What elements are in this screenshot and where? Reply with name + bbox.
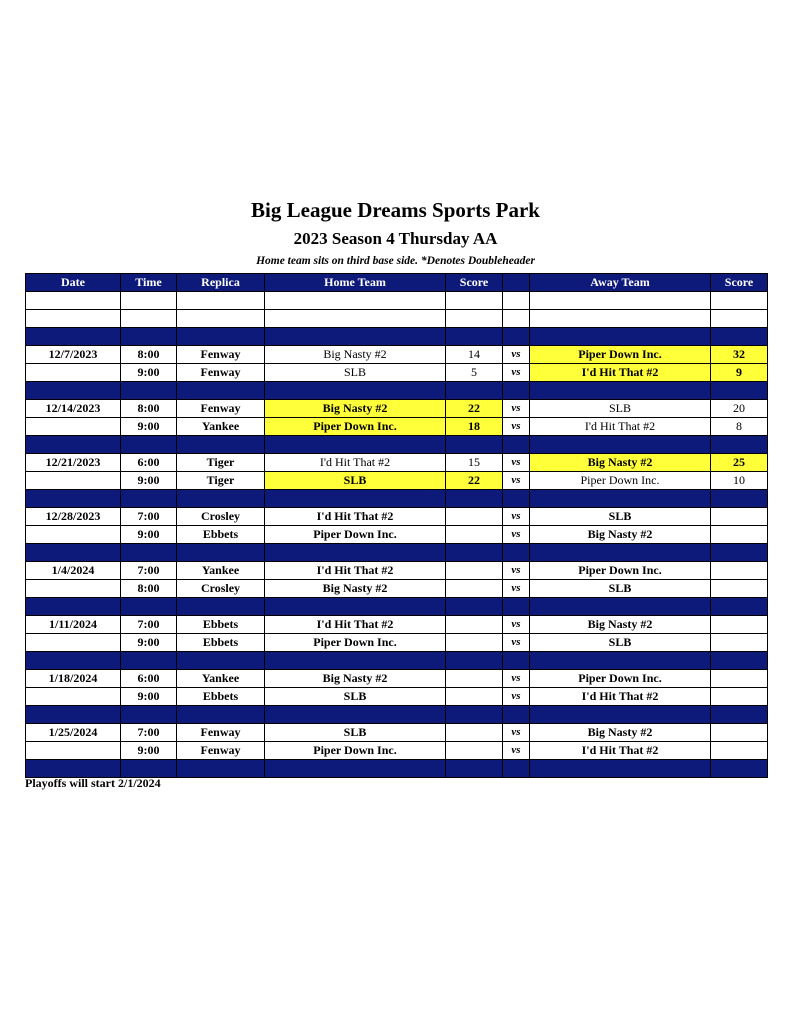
separator-cell bbox=[121, 760, 177, 778]
away-team-cell: Piper Down Inc. bbox=[530, 670, 711, 688]
separator-cell bbox=[530, 544, 711, 562]
replica-cell: Fenway bbox=[177, 400, 265, 418]
separator-cell bbox=[26, 706, 121, 724]
separator-cell bbox=[503, 436, 530, 454]
time-cell: 7:00 bbox=[121, 616, 177, 634]
vs-cell: vs bbox=[503, 634, 530, 652]
blank-row bbox=[26, 310, 768, 328]
time-cell: 8:00 bbox=[121, 400, 177, 418]
game-row bbox=[26, 670, 768, 688]
separator-cell bbox=[121, 490, 177, 508]
time-cell: 9:00 bbox=[121, 634, 177, 652]
separator-cell bbox=[177, 652, 265, 670]
separator-cell bbox=[530, 328, 711, 346]
time-cell: 8:00 bbox=[121, 580, 177, 598]
away-score-cell: 32 bbox=[711, 346, 768, 364]
away-score-cell bbox=[711, 616, 768, 634]
separator-cell bbox=[446, 652, 503, 670]
schedule-table bbox=[25, 273, 768, 778]
separator-cell bbox=[503, 598, 530, 616]
separator-cell bbox=[177, 490, 265, 508]
separator-cell bbox=[503, 544, 530, 562]
date-cell: 12/7/2023 bbox=[26, 346, 121, 364]
time-cell: 8:00 bbox=[121, 346, 177, 364]
away-score-cell: 20 bbox=[711, 400, 768, 418]
separator-cell bbox=[711, 598, 768, 616]
away-team-cell: Big Nasty #2 bbox=[530, 616, 711, 634]
game-row bbox=[26, 400, 768, 418]
date-cell: 1/11/2024 bbox=[26, 616, 121, 634]
separator-cell bbox=[711, 490, 768, 508]
away-team-cell: I'd Hit That #2 bbox=[530, 742, 711, 760]
game-row bbox=[26, 616, 768, 634]
away-score-cell: 9 bbox=[711, 364, 768, 382]
time-cell: 9:00 bbox=[121, 742, 177, 760]
separator-cell bbox=[446, 328, 503, 346]
vs-cell: vs bbox=[503, 742, 530, 760]
time-cell: 9:00 bbox=[121, 472, 177, 490]
home-score-cell: 5 bbox=[446, 364, 503, 382]
game-row bbox=[26, 526, 768, 544]
home-score-cell bbox=[446, 508, 503, 526]
time-cell: 9:00 bbox=[121, 526, 177, 544]
away-team-cell: I'd Hit That #2 bbox=[530, 418, 711, 436]
home-score-cell: 14 bbox=[446, 346, 503, 364]
week-separator bbox=[26, 652, 768, 670]
separator-cell bbox=[711, 706, 768, 724]
away-score-cell bbox=[711, 688, 768, 706]
separator-cell bbox=[26, 490, 121, 508]
away-team-cell: SLB bbox=[530, 508, 711, 526]
away-score-cell: 10 bbox=[711, 472, 768, 490]
game-row bbox=[26, 508, 768, 526]
away-score-cell bbox=[711, 670, 768, 688]
time-cell: 9:00 bbox=[121, 688, 177, 706]
separator-cell bbox=[265, 544, 446, 562]
date-cell bbox=[26, 580, 121, 598]
date-cell bbox=[26, 634, 121, 652]
playoffs-note: Playoffs will start 2/1/2024 bbox=[25, 776, 161, 790]
away-score-cell bbox=[711, 562, 768, 580]
separator-cell bbox=[711, 436, 768, 454]
separator-cell bbox=[177, 328, 265, 346]
game-row bbox=[26, 724, 768, 742]
vs-cell: vs bbox=[503, 346, 530, 364]
replica-cell: Yankee bbox=[177, 562, 265, 580]
replica-cell: Ebbets bbox=[177, 526, 265, 544]
separator-cell bbox=[121, 328, 177, 346]
separator-cell bbox=[265, 706, 446, 724]
away-score-cell bbox=[711, 580, 768, 598]
vs-cell: vs bbox=[503, 364, 530, 382]
separator-cell bbox=[446, 598, 503, 616]
away-score-cell: 8 bbox=[711, 418, 768, 436]
game-row bbox=[26, 472, 768, 490]
separator-cell bbox=[446, 382, 503, 400]
home-team-cell: SLB bbox=[265, 688, 446, 706]
date-cell bbox=[26, 364, 121, 382]
separator-cell bbox=[265, 328, 446, 346]
away-score-cell bbox=[711, 634, 768, 652]
week-separator bbox=[26, 436, 768, 454]
replica-cell: Tiger bbox=[177, 472, 265, 490]
home-team-cell: SLB bbox=[265, 472, 446, 490]
time-cell: 7:00 bbox=[121, 724, 177, 742]
page-title: Big League Dreams Sports Park bbox=[251, 198, 540, 222]
separator-cell bbox=[503, 382, 530, 400]
separator-cell bbox=[711, 544, 768, 562]
col-header-away-team: Away Team bbox=[530, 274, 711, 292]
replica-cell: Fenway bbox=[177, 724, 265, 742]
separator-cell bbox=[26, 598, 121, 616]
col-header-vs bbox=[503, 274, 530, 292]
vs-cell: vs bbox=[503, 418, 530, 436]
game-row bbox=[26, 454, 768, 472]
separator-cell bbox=[503, 490, 530, 508]
home-score-cell bbox=[446, 670, 503, 688]
home-score-cell bbox=[446, 742, 503, 760]
vs-cell: vs bbox=[503, 454, 530, 472]
separator-cell bbox=[26, 436, 121, 454]
separator-cell bbox=[530, 382, 711, 400]
home-team-cell: I'd Hit That #2 bbox=[265, 454, 446, 472]
home-team-cell: Piper Down Inc. bbox=[265, 634, 446, 652]
home-score-cell: 22 bbox=[446, 472, 503, 490]
game-row bbox=[26, 742, 768, 760]
vs-cell: vs bbox=[503, 562, 530, 580]
schedule-body bbox=[26, 292, 768, 778]
away-team-cell: Big Nasty #2 bbox=[530, 454, 711, 472]
game-row bbox=[26, 364, 768, 382]
date-cell: 1/25/2024 bbox=[26, 724, 121, 742]
week-separator bbox=[26, 760, 768, 778]
home-score-cell bbox=[446, 634, 503, 652]
vs-cell: vs bbox=[503, 670, 530, 688]
home-team-cell: I'd Hit That #2 bbox=[265, 508, 446, 526]
away-score-cell bbox=[711, 508, 768, 526]
away-team-cell: SLB bbox=[530, 400, 711, 418]
game-row bbox=[26, 580, 768, 598]
separator-cell bbox=[711, 382, 768, 400]
separator-cell bbox=[446, 544, 503, 562]
separator-cell bbox=[265, 490, 446, 508]
date-cell: 12/14/2023 bbox=[26, 400, 121, 418]
home-team-cell: SLB bbox=[265, 364, 446, 382]
col-header-time: Time bbox=[121, 274, 177, 292]
replica-cell: Fenway bbox=[177, 742, 265, 760]
week-separator bbox=[26, 328, 768, 346]
separator-cell bbox=[265, 436, 446, 454]
away-team-cell: SLB bbox=[530, 634, 711, 652]
home-score-cell bbox=[446, 580, 503, 598]
home-score-cell: 15 bbox=[446, 454, 503, 472]
time-cell: 6:00 bbox=[121, 454, 177, 472]
home-team-cell: Piper Down Inc. bbox=[265, 526, 446, 544]
separator-cell bbox=[711, 652, 768, 670]
separator-cell bbox=[503, 652, 530, 670]
replica-cell: Ebbets bbox=[177, 634, 265, 652]
replica-cell: Crosley bbox=[177, 508, 265, 526]
separator-cell bbox=[265, 652, 446, 670]
blank-row bbox=[26, 292, 768, 310]
separator-cell bbox=[121, 706, 177, 724]
replica-cell: Fenway bbox=[177, 346, 265, 364]
date-cell: 1/4/2024 bbox=[26, 562, 121, 580]
home-score-cell bbox=[446, 526, 503, 544]
replica-cell: Fenway bbox=[177, 364, 265, 382]
home-team-cell: I'd Hit That #2 bbox=[265, 616, 446, 634]
separator-cell bbox=[121, 598, 177, 616]
separator-cell bbox=[26, 652, 121, 670]
game-row bbox=[26, 418, 768, 436]
separator-cell bbox=[26, 328, 121, 346]
week-separator bbox=[26, 706, 768, 724]
date-cell bbox=[26, 526, 121, 544]
home-score-cell bbox=[446, 688, 503, 706]
separator-cell bbox=[530, 598, 711, 616]
vs-cell: vs bbox=[503, 580, 530, 598]
separator-cell bbox=[711, 760, 768, 778]
separator-cell bbox=[530, 490, 711, 508]
replica-cell: Yankee bbox=[177, 670, 265, 688]
separator-cell bbox=[265, 598, 446, 616]
separator-cell bbox=[446, 706, 503, 724]
game-row bbox=[26, 688, 768, 706]
doubleheader-note: Home team sits on third base side. *Denotes Doubleheader bbox=[256, 255, 535, 267]
replica-cell: Ebbets bbox=[177, 688, 265, 706]
replica-cell: Tiger bbox=[177, 454, 265, 472]
home-score-cell: 22 bbox=[446, 400, 503, 418]
separator-cell bbox=[503, 706, 530, 724]
separator-cell bbox=[121, 544, 177, 562]
col-header-home-score: Score bbox=[446, 274, 503, 292]
week-separator bbox=[26, 382, 768, 400]
away-score-cell bbox=[711, 526, 768, 544]
separator-cell bbox=[265, 382, 446, 400]
time-cell: 7:00 bbox=[121, 508, 177, 526]
separator-cell bbox=[503, 328, 530, 346]
home-team-cell: Piper Down Inc. bbox=[265, 418, 446, 436]
separator-cell bbox=[177, 436, 265, 454]
week-separator bbox=[26, 598, 768, 616]
vs-cell: vs bbox=[503, 508, 530, 526]
header-row bbox=[26, 274, 768, 292]
separator-cell bbox=[26, 544, 121, 562]
time-cell: 9:00 bbox=[121, 418, 177, 436]
separator-cell bbox=[446, 436, 503, 454]
vs-cell: vs bbox=[503, 616, 530, 634]
away-team-cell: Piper Down Inc. bbox=[530, 562, 711, 580]
separator-cell bbox=[530, 760, 711, 778]
away-team-cell: I'd Hit That #2 bbox=[530, 688, 711, 706]
home-team-cell: Big Nasty #2 bbox=[265, 346, 446, 364]
separator-cell bbox=[446, 490, 503, 508]
home-score-cell bbox=[446, 724, 503, 742]
vs-cell: vs bbox=[503, 472, 530, 490]
away-team-cell: Piper Down Inc. bbox=[530, 346, 711, 364]
col-header-home-team: Home Team bbox=[265, 274, 446, 292]
replica-cell: Yankee bbox=[177, 418, 265, 436]
date-cell bbox=[26, 742, 121, 760]
separator-cell bbox=[177, 706, 265, 724]
away-score-cell bbox=[711, 742, 768, 760]
separator-cell bbox=[503, 760, 530, 778]
away-team-cell: SLB bbox=[530, 580, 711, 598]
home-team-cell: SLB bbox=[265, 724, 446, 742]
separator-cell bbox=[446, 760, 503, 778]
separator-cell bbox=[177, 544, 265, 562]
vs-cell: vs bbox=[503, 724, 530, 742]
date-cell bbox=[26, 688, 121, 706]
separator-cell bbox=[711, 328, 768, 346]
vs-cell: vs bbox=[503, 688, 530, 706]
date-cell: 12/28/2023 bbox=[26, 508, 121, 526]
away-team-cell: I'd Hit That #2 bbox=[530, 364, 711, 382]
separator-cell bbox=[265, 760, 446, 778]
separator-cell bbox=[121, 652, 177, 670]
separator-cell bbox=[177, 382, 265, 400]
away-score-cell bbox=[711, 724, 768, 742]
away-score-cell: 25 bbox=[711, 454, 768, 472]
date-cell: 1/18/2024 bbox=[26, 670, 121, 688]
vs-cell: vs bbox=[503, 526, 530, 544]
away-team-cell: Big Nasty #2 bbox=[530, 724, 711, 742]
week-separator bbox=[26, 544, 768, 562]
separator-cell bbox=[530, 436, 711, 454]
home-score-cell bbox=[446, 616, 503, 634]
home-team-cell: Piper Down Inc. bbox=[265, 742, 446, 760]
page-subtitle: 2023 Season 4 Thursday AA bbox=[293, 229, 498, 248]
game-row bbox=[26, 634, 768, 652]
home-score-cell: 18 bbox=[446, 418, 503, 436]
separator-cell bbox=[177, 760, 265, 778]
home-team-cell: Big Nasty #2 bbox=[265, 670, 446, 688]
replica-cell: Crosley bbox=[177, 580, 265, 598]
separator-cell bbox=[121, 436, 177, 454]
home-team-cell: I'd Hit That #2 bbox=[265, 562, 446, 580]
date-cell bbox=[26, 472, 121, 490]
away-team-cell: Piper Down Inc. bbox=[530, 472, 711, 490]
vs-cell: vs bbox=[503, 400, 530, 418]
col-header-replica: Replica bbox=[177, 274, 265, 292]
col-header-away-score: Score bbox=[711, 274, 768, 292]
separator-cell bbox=[530, 652, 711, 670]
time-cell: 9:00 bbox=[121, 364, 177, 382]
time-cell: 7:00 bbox=[121, 562, 177, 580]
home-team-cell: Big Nasty #2 bbox=[265, 400, 446, 418]
separator-cell bbox=[26, 382, 121, 400]
separator-cell bbox=[177, 598, 265, 616]
game-row bbox=[26, 562, 768, 580]
time-cell: 6:00 bbox=[121, 670, 177, 688]
separator-cell bbox=[26, 760, 121, 778]
home-team-cell: Big Nasty #2 bbox=[265, 580, 446, 598]
game-row bbox=[26, 346, 768, 364]
separator-cell bbox=[121, 382, 177, 400]
away-team-cell: Big Nasty #2 bbox=[530, 526, 711, 544]
date-cell: 12/21/2023 bbox=[26, 454, 121, 472]
home-score-cell bbox=[446, 562, 503, 580]
date-cell bbox=[26, 418, 121, 436]
separator-cell bbox=[530, 706, 711, 724]
week-separator bbox=[26, 490, 768, 508]
replica-cell: Ebbets bbox=[177, 616, 265, 634]
col-header-date: Date bbox=[26, 274, 121, 292]
